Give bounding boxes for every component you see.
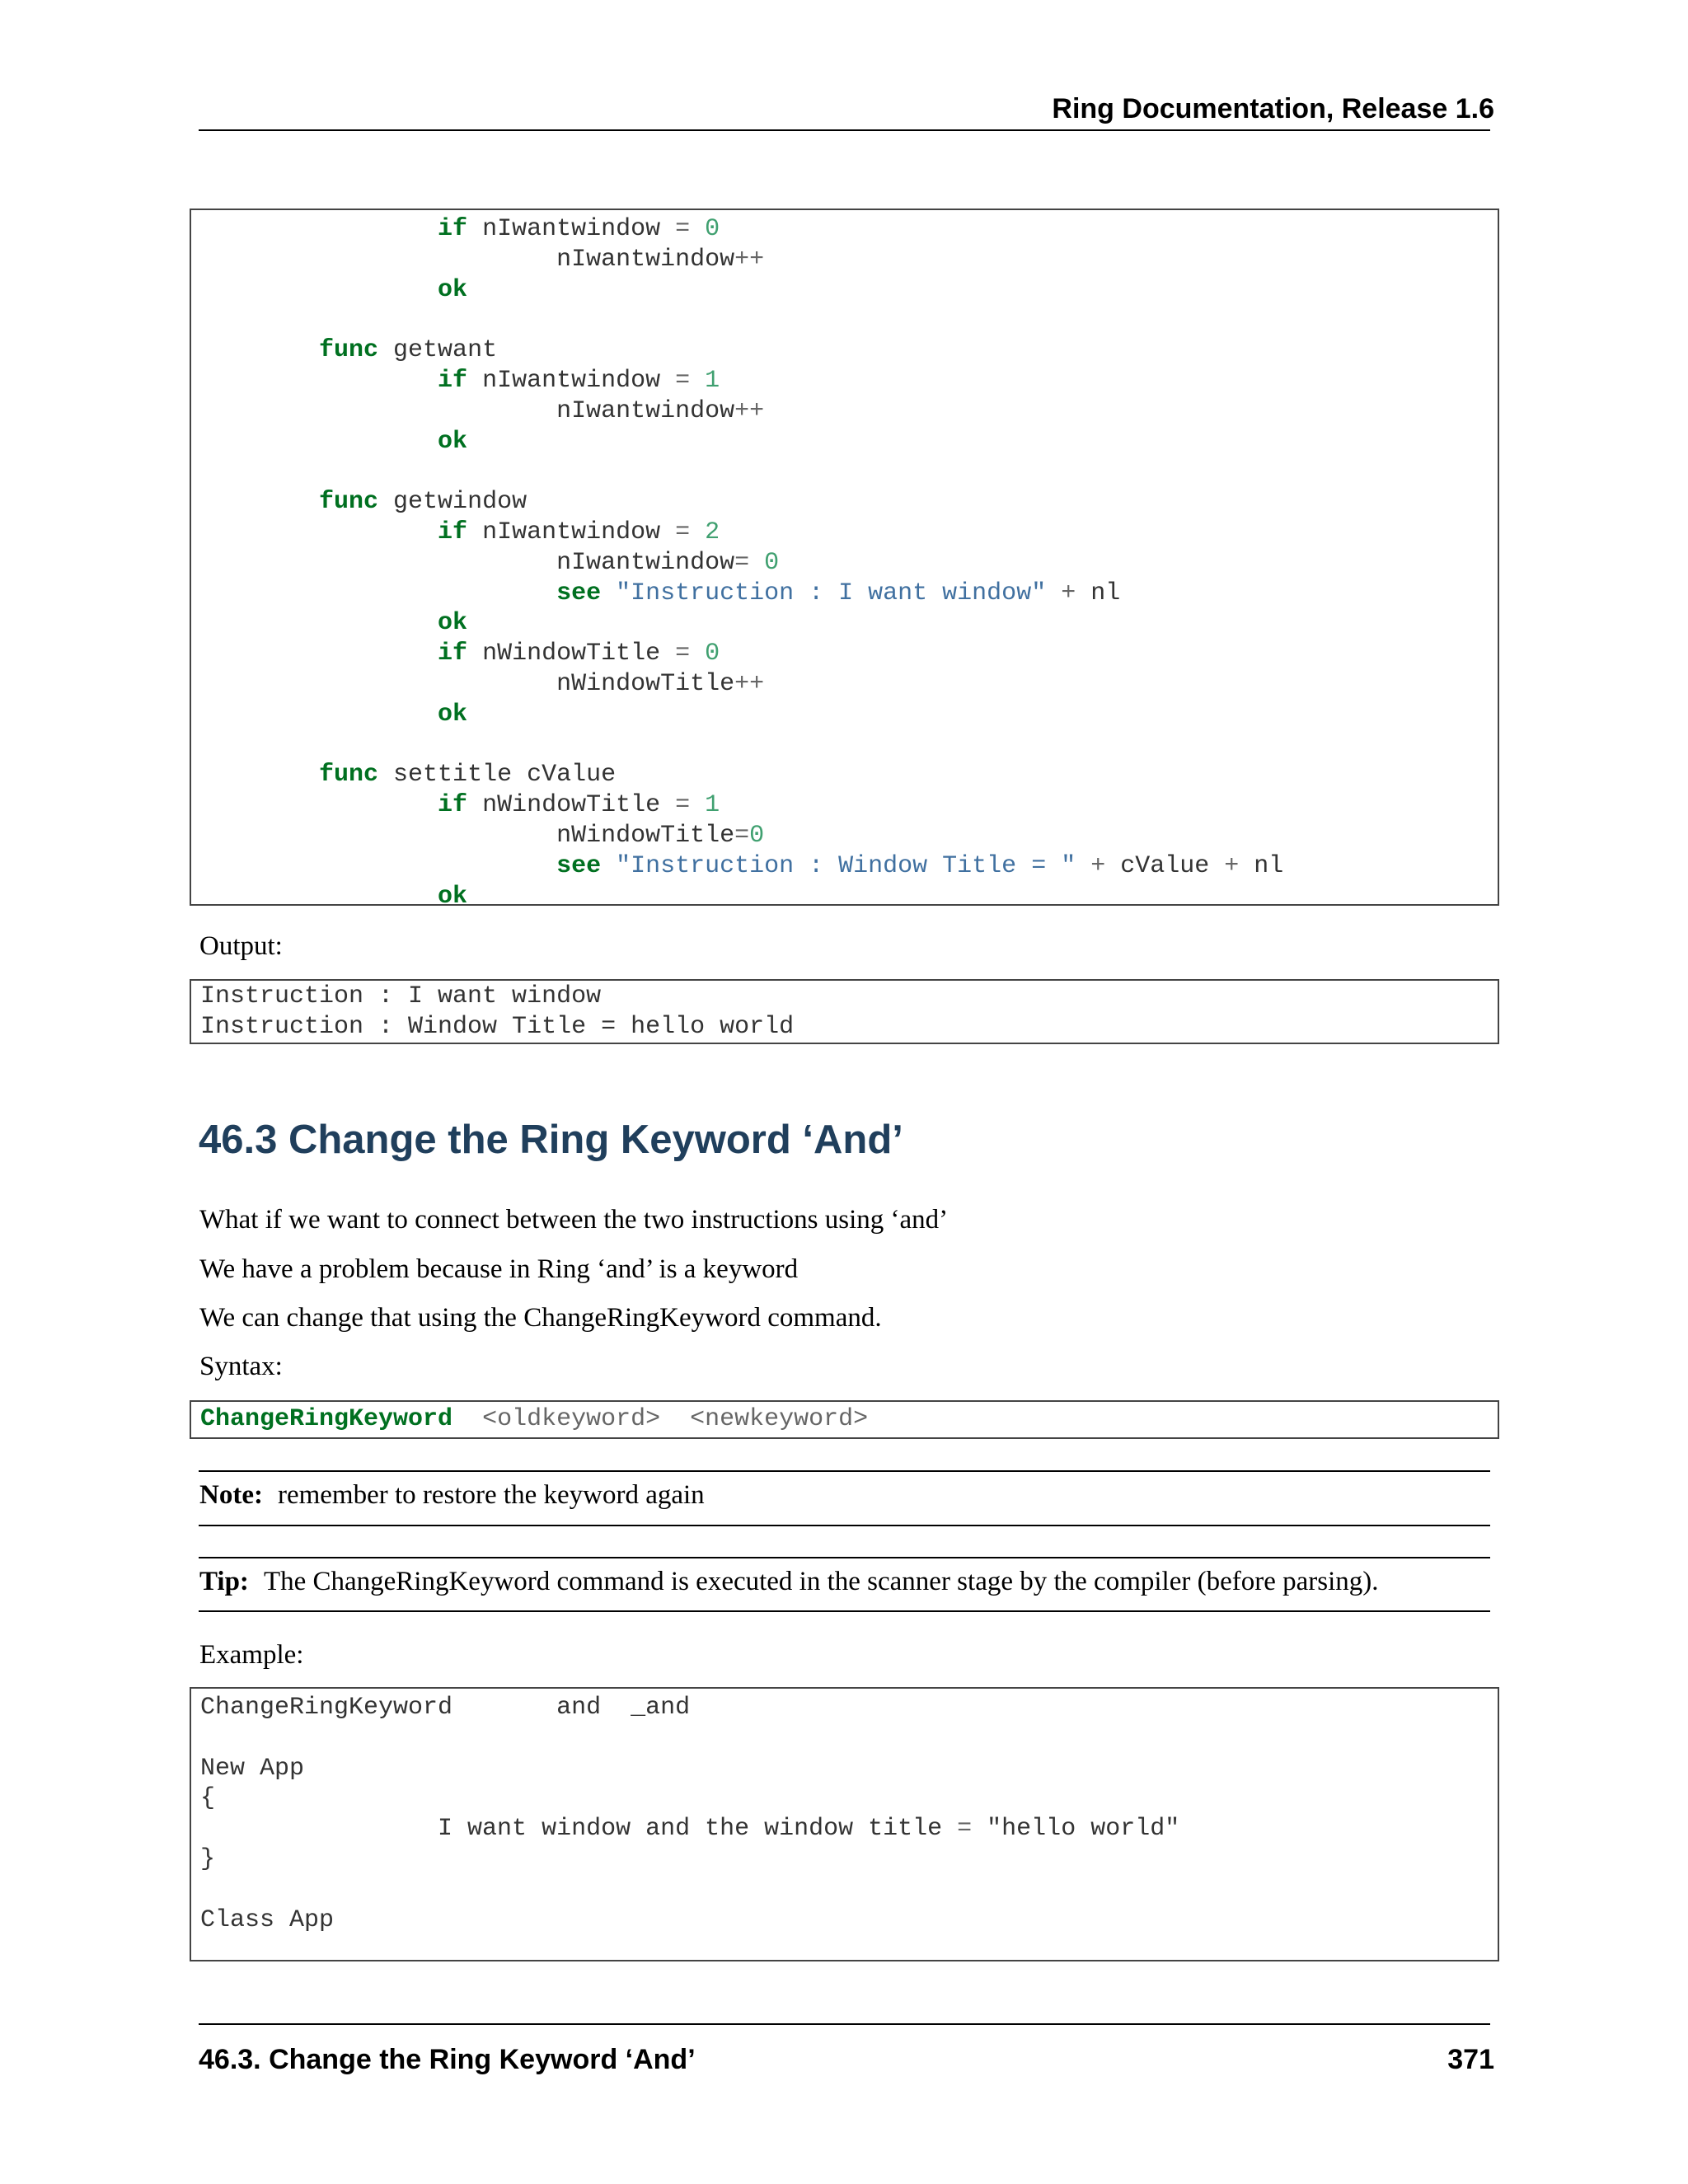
code-content: if nIwantwindow = 0 nIwantwindow++ ok func getwant if nIwantwindow = 1 nIwantwindow++ ok func getwindow if nIwantwindow = 2 nIwantwindow= 0 see "Instruction : I want window" + nl ok if nWindowTitle = 0 nWindowTitle++ ok func settitle cValue if nWindowTitle = 1 nWindowTitle=0 see "Instruction : Window Title = " + cValue + nl ok: [319, 215, 1284, 911]
note-admonition: [199, 1480, 705, 1511]
note-label: Note:: [199, 1480, 263, 1510]
tip-text: The ChangeRingKeyword command is executed in the scanner stage by the compiler (before parsing).: [263, 1567, 1379, 1596]
paragraph-1: What if we want to connect between the two instructions using ‘and’: [199, 1205, 949, 1235]
tip-admonition: [199, 1567, 1379, 1597]
note-text: remember to restore the keyword again: [277, 1480, 705, 1510]
code-block-output: [190, 979, 1499, 1044]
code-block-syntax: [190, 1400, 1499, 1439]
tip-bottom-rule: [199, 1610, 1490, 1612]
syntax-keyword: ChangeRingKeyword: [200, 1405, 453, 1433]
output-label: Output:: [199, 931, 283, 961]
output-content: Instruction : I want window Instruction : Window Title = hello world: [200, 982, 795, 1041]
paragraph-2: We have a problem because in Ring ‘and’ is a keyword: [199, 1254, 799, 1284]
note-top-rule: [199, 1470, 1490, 1472]
footer-section-title: 46.3. Change the Ring Keyword ‘And’: [199, 2044, 696, 2075]
syntax-args: <oldkeyword> <newkeyword>: [452, 1405, 869, 1433]
code-block-example: [190, 1687, 1499, 1961]
note-bottom-rule: [199, 1525, 1490, 1526]
code-block-functions: [190, 209, 1499, 911]
running-header-title: Ring Documentation, Release 1.6: [1052, 93, 1494, 124]
example-content: ChangeRingKeyword and _and New App { I want window and the window title = "hello world" } Class App: [200, 1694, 1180, 1934]
footer-rule: [199, 2023, 1490, 2025]
syntax-content: [200, 1404, 868, 1435]
tip-top-rule: [199, 1557, 1490, 1558]
header-rule: [199, 129, 1490, 131]
example-label: Example:: [199, 1640, 304, 1670]
tip-label: Tip:: [199, 1567, 249, 1596]
section-heading: 46.3 Change the Ring Keyword ‘And’: [199, 1118, 903, 1162]
paragraph-3: We can change that using the ChangeRingKeyword command.: [199, 1303, 882, 1333]
footer-page-number: 371: [1447, 2044, 1494, 2075]
syntax-label: Syntax:: [199, 1352, 283, 1381]
